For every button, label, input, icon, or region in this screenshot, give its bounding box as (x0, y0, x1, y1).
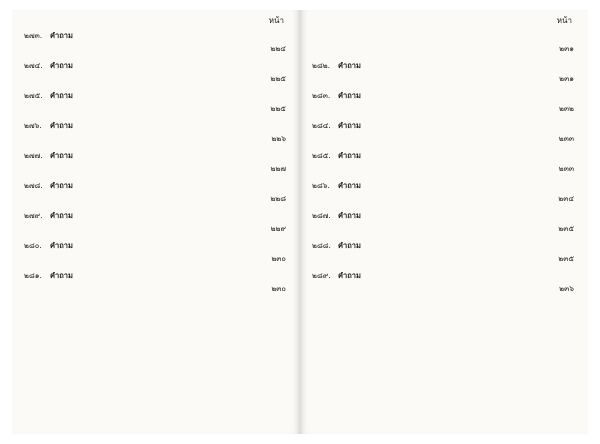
entry-body (50, 240, 286, 265)
question-entry (24, 150, 286, 175)
question-entry (312, 210, 574, 235)
question-entry (312, 90, 574, 115)
entry-number: ๒๘๐. (24, 241, 42, 250)
question-entry (24, 270, 286, 295)
entry-body (338, 30, 574, 55)
question-label: คำถาม (50, 91, 73, 100)
entry-body (50, 30, 286, 55)
entry-number: ๒๘๘. (312, 241, 331, 250)
entry-number: ๒๘๙. (312, 271, 331, 280)
entry-number: ๒๗๙. (24, 211, 43, 220)
entry-page-number: ๒๒๘ (270, 193, 286, 203)
entry-body (338, 90, 574, 115)
question-label: คำถาม (338, 241, 361, 250)
entry-number: ๒๗๖. (24, 121, 42, 130)
question-label: คำถาม (50, 241, 73, 250)
entry-text-line (338, 150, 574, 163)
entry-body (50, 90, 286, 115)
left-page-entries (24, 30, 286, 295)
question-entry (24, 180, 286, 205)
entry-body (338, 120, 574, 145)
entry-text-line (50, 210, 286, 223)
question-label: คำถาม (50, 121, 73, 130)
entry-body (50, 180, 286, 205)
entry-page-number: ๒๓๐ (271, 253, 286, 263)
entry-text-line (338, 90, 574, 103)
entry-page-number: ๒๒๕ (270, 73, 286, 83)
question-label: คำถาม (338, 181, 361, 190)
entry-page-number: ๒๒๙ (270, 223, 286, 233)
question-label: คำถาม (338, 61, 361, 70)
entry-text-line (50, 150, 286, 163)
entry-text-line (338, 30, 574, 43)
entry-page-number: ๒๒๗ (270, 163, 286, 173)
entry-text-line (338, 180, 574, 193)
entry-number: ๒๗๘. (24, 181, 43, 190)
entry-body (50, 60, 286, 85)
entry-number: ๒๗๕. (24, 91, 43, 100)
question-entry (24, 60, 286, 85)
question-label: คำถาม (338, 91, 361, 100)
entry-page-number: ๒๓๖ (559, 283, 574, 293)
entry-page-number: ๒๓๓ (558, 163, 574, 173)
entry-page-number: ๒๓๑ (559, 43, 574, 53)
right-page-entries (312, 30, 574, 295)
entry-body (338, 60, 574, 85)
entry-page-number: ๒๒๖ (271, 133, 286, 143)
entry-number: ๒๘๑. (24, 271, 42, 280)
entry-page-number: ๒๓๑ (559, 73, 574, 83)
question-entry (24, 240, 286, 265)
entry-body (338, 240, 574, 265)
left-page-heading: หน้า (268, 16, 284, 25)
entry-number: ๒๘๖. (312, 181, 330, 190)
entry-text-line (338, 210, 574, 223)
entry-page-number: ๒๒๕ (270, 103, 286, 113)
entry-number: ๒๘๔. (312, 121, 331, 130)
entry-number: ๒๗๔. (24, 61, 43, 70)
entry-text-line (338, 60, 574, 73)
entry-page-number: ๒๓๕ (558, 253, 574, 263)
entry-number: ๒๘๓. (312, 91, 331, 100)
question-label: คำถาม (50, 61, 73, 70)
question-label: คำถาม (338, 121, 361, 130)
entry-text-line (50, 30, 286, 43)
question-label: คำถาม (50, 181, 73, 190)
entry-number: ๒๘๕. (312, 151, 331, 160)
entry-page-number: ๒๓๒ (558, 103, 574, 113)
entry-page-number: ๒๓๓ (558, 133, 574, 143)
entry-text-line (338, 240, 574, 253)
entry-body (50, 270, 286, 295)
question-label: คำถาม (50, 211, 73, 220)
entry-text-line (338, 120, 574, 133)
question-label: คำถาม (50, 151, 73, 160)
question-entry (312, 150, 574, 175)
question-entry (24, 210, 286, 235)
question-label: คำถาม (50, 271, 73, 280)
question-entry (312, 60, 574, 85)
entry-page-number: ๒๒๔ (270, 43, 286, 53)
question-entry (312, 240, 574, 265)
question-label: คำถาม (338, 271, 361, 280)
entry-body (50, 210, 286, 235)
question-entry (312, 180, 574, 205)
entry-text-line (50, 240, 286, 253)
entry-body (50, 150, 286, 175)
entry-page-number: ๒๓๕ (558, 223, 574, 233)
entry-page-number: ๒๓๐ (271, 283, 286, 293)
entry-body (338, 210, 574, 235)
entry-body (50, 120, 286, 145)
entry-text-line (50, 60, 286, 73)
entry-text-line (50, 270, 286, 283)
entry-text-line (50, 120, 286, 133)
entry-body (338, 180, 574, 205)
entry-number: ๒๘๗. (312, 211, 331, 220)
entry-number: ๒๗๗. (24, 151, 43, 160)
entry-page-number: ๒๓๔ (558, 193, 574, 203)
entry-body (338, 150, 574, 175)
entry-text-line (50, 180, 286, 193)
question-entry (312, 120, 574, 145)
question-entry (312, 270, 574, 295)
entry-body (338, 270, 574, 295)
entry-text-line (338, 270, 574, 283)
question-entry (312, 30, 574, 55)
question-entry (24, 120, 286, 145)
question-label: คำถาม (338, 151, 361, 160)
left-page (12, 10, 300, 434)
question-entry (24, 30, 286, 55)
entry-number: ๒๘๒. (312, 61, 331, 70)
right-page-heading: หน้า (556, 16, 572, 25)
question-label: คำถาม (50, 31, 73, 40)
entry-text-line (50, 90, 286, 103)
question-entry (24, 90, 286, 115)
entry-number: ๒๗๓. (24, 31, 43, 40)
right-page (300, 10, 588, 434)
question-label: คำถาม (338, 211, 361, 220)
